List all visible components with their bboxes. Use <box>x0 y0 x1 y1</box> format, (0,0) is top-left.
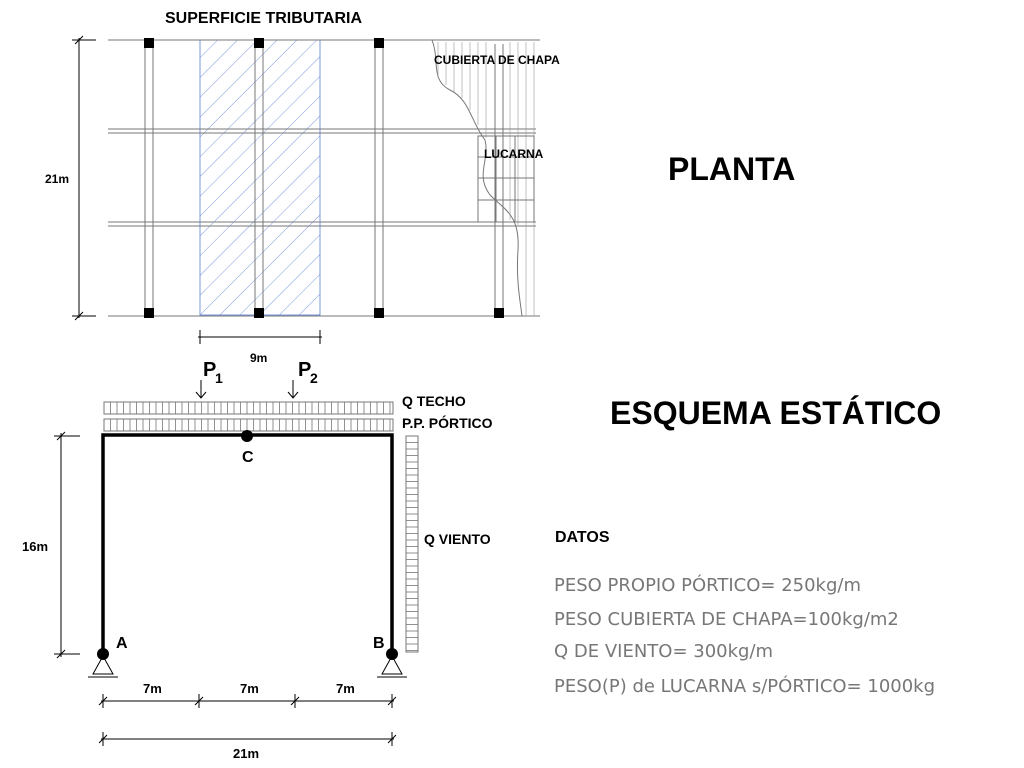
wind-load-label: Q VIENTO <box>424 531 491 547</box>
plan-columns <box>144 38 504 318</box>
plan-height-label: 21m <box>45 172 70 186</box>
datos-line: PESO(P) de LUCARNA s/PÓRTICO= 1000kg <box>554 676 936 697</box>
load-p2-label: P <box>298 359 312 381</box>
load-p2-subscript: 2 <box>310 370 318 386</box>
hinge-c <box>241 430 253 442</box>
datos-line: PESO PROPIO PÓRTICO= 250kg/m <box>554 575 861 596</box>
roof-sheet-lines <box>438 42 534 316</box>
plan-view <box>45 10 795 365</box>
plan-purlins <box>108 129 536 226</box>
node-c-label: C <box>242 449 254 466</box>
roof-load-label: Q TECHO <box>402 393 466 409</box>
span2-label: 7m <box>240 681 259 696</box>
support-a <box>88 648 118 677</box>
skylight-label: LUCARNA <box>484 147 544 161</box>
portal-frame <box>103 435 392 654</box>
tributary-width-label: 9m <box>250 351 268 365</box>
plan-frames <box>145 44 503 310</box>
frame-height-dimension <box>54 432 80 658</box>
tributary-width-dimension <box>198 330 322 344</box>
load-p1-subscript: 1 <box>215 370 223 386</box>
load-p2 <box>288 359 318 398</box>
self-weight-label: P.P. PÓRTICO <box>402 415 493 431</box>
plan-title: SUPERFICIE TRIBUTARIA <box>165 10 363 27</box>
roof-load-strip <box>104 402 393 414</box>
datos-title: DATOS <box>555 529 610 546</box>
load-p1-label: P <box>203 359 217 381</box>
roof-label: CUBIERTA DE CHAPA <box>434 53 560 67</box>
total-span-label: 21m <box>233 746 260 761</box>
support-b <box>377 648 407 677</box>
plan-height-dimension <box>72 36 96 320</box>
tributary-area <box>200 40 320 315</box>
static-scheme <box>22 359 941 761</box>
span1-label: 7m <box>143 681 162 696</box>
datos-line: PESO CUBIERTA DE CHAPA=100kg/m2 <box>554 609 899 630</box>
support-b-label: B <box>373 635 385 652</box>
datos-block <box>554 529 935 697</box>
span3-label: 7m <box>336 681 355 696</box>
support-a-label: A <box>116 635 128 652</box>
wind-load-strip <box>406 436 418 652</box>
scheme-view-title: ESQUEMA ESTÁTICO <box>610 395 942 431</box>
self-weight-strip <box>104 419 393 431</box>
load-p1 <box>196 359 223 398</box>
plan-view-title: PLANTA <box>668 151 796 187</box>
frame-height-label: 16m <box>22 539 49 554</box>
total-span-dimension <box>99 732 396 746</box>
datos-line: Q DE VIENTO= 300kg/m <box>554 641 774 662</box>
span-dimension <box>99 694 396 708</box>
